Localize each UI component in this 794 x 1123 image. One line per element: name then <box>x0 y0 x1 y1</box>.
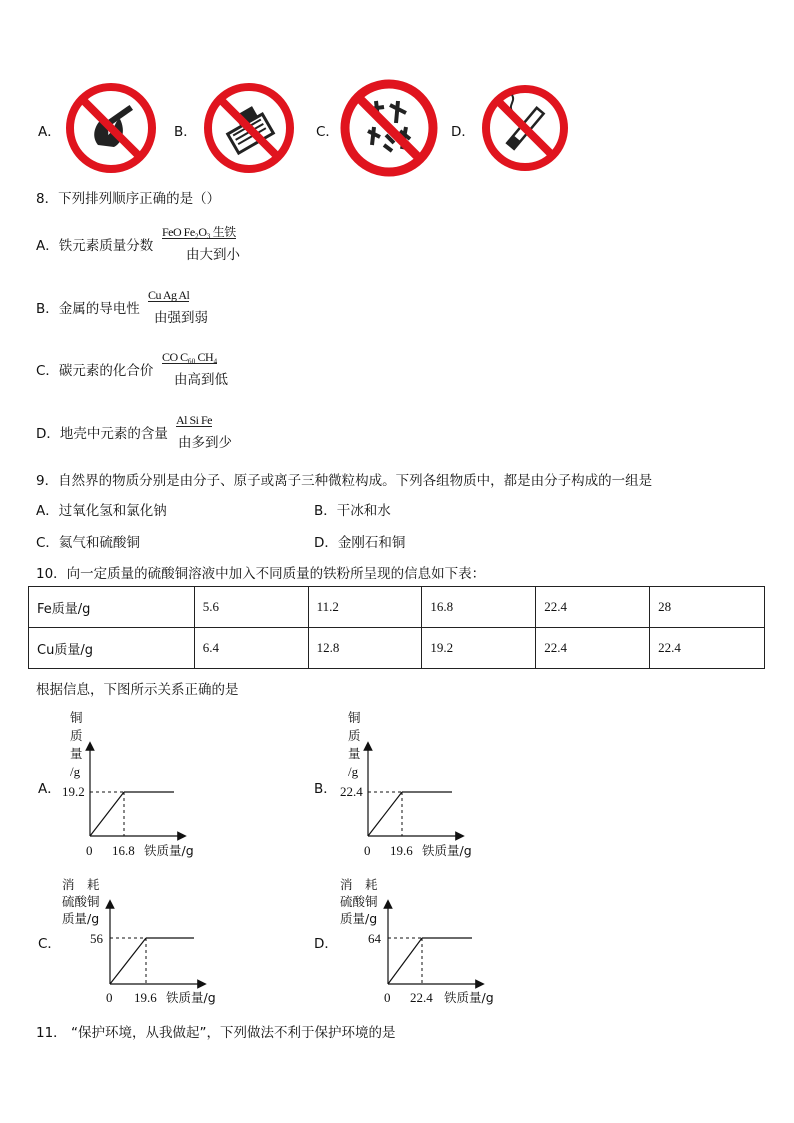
graph-c-x-value: 19.6 <box>134 990 157 1005</box>
graph-a-rising-line <box>90 792 124 836</box>
cu-mass-cell: 6.4 <box>194 628 308 669</box>
sign-option-d-letter: D． <box>451 124 475 140</box>
q9-stem: 9．自然界的物质分别是由分子、原子或离子三种微粒构成。下列各组物质中，都是由分子构成的一组是 <box>36 473 653 489</box>
q8-option-d-order <box>176 409 232 451</box>
q10-data-table <box>28 586 765 669</box>
graph-a-x-value: 16.8 <box>112 843 135 858</box>
q9-option-b: B．干冰和水 <box>314 503 391 519</box>
no-fireworks-icon <box>340 79 438 181</box>
graph-c-letter: C． <box>38 936 61 952</box>
graph-d-ylabel: 消 耗 <box>340 877 378 892</box>
q9-option-c: C．氦气和硫酸铜 <box>36 535 140 551</box>
graph-d-letter: D． <box>314 936 338 952</box>
sign-option-c-letter: C． <box>316 124 339 140</box>
graph-a <box>56 708 216 864</box>
graph-b-ylabel: 铜 <box>348 710 361 725</box>
graph-b-rising-line <box>368 792 402 836</box>
fe-mass-cell: 5.6 <box>194 587 308 628</box>
q8-option-b-label: B．金属的导电性 <box>36 301 140 317</box>
q8-option-c-sequence: CO C₆₀ CH₄ <box>162 350 217 364</box>
q8-option-c-order <box>162 346 228 388</box>
q8-option-a-sequence: FeO Fe₂O₃ 生铁 <box>162 225 236 239</box>
fe-mass-header: Fe质量/g <box>29 587 195 628</box>
graph-a-ylabel: 量 <box>70 746 83 761</box>
graph-d <box>338 874 508 1010</box>
graph-b-xlabel: 铁质量/g <box>422 843 472 858</box>
graph-d-origin: 0 <box>384 990 391 1005</box>
fe-mass-cell: 22.4 <box>536 587 650 628</box>
graph-d-xlabel: 铁质量/g <box>444 990 494 1005</box>
graph-b-origin: 0 <box>364 843 371 858</box>
q8-option-d-direction: 由多到少 <box>178 435 232 451</box>
q9-option-d: D．金刚石和铜 <box>314 535 406 551</box>
q8-option-b-sequence: Cu Ag Al <box>148 288 190 302</box>
q8-option-a-label: A．铁元素质量分数 <box>36 238 154 254</box>
table-row <box>29 587 765 628</box>
cu-mass-cell: 22.4 <box>536 628 650 669</box>
graph-c-ylabel: 硫酸铜 <box>62 894 100 909</box>
fe-mass-cell: 28 <box>650 587 765 628</box>
graph-a-ylabel: 铜 <box>70 710 83 725</box>
graph-a-ylabel: /g <box>70 764 81 779</box>
q8-option-a-direction: 由大到小 <box>186 247 240 263</box>
graph-c-ylabel: 消 耗 <box>62 877 100 892</box>
q10-stem: 10．向一定质量的硫酸铜溶液中加入不同质量的铁粉所呈现的信息如下表： <box>36 566 486 582</box>
graph-c-rising-line <box>110 938 146 984</box>
graph-c-y-value: 56 <box>90 931 103 946</box>
q8-option-a-order <box>162 221 240 263</box>
graph-a-y-value: 19.2 <box>62 784 85 799</box>
graph-a-origin: 0 <box>86 843 93 858</box>
q10-prompt: 根据信息，下图所示关系正确的是 <box>36 682 239 698</box>
graph-d-x-value: 22.4 <box>410 990 433 1005</box>
q8-option-d-sequence: Al Si Fe <box>176 413 213 427</box>
q8-option-d-label: D．地壳中元素的含量 <box>36 426 168 442</box>
q8-stem: 8．下列排列顺序正确的是（） <box>36 191 221 207</box>
no-smoking-icon <box>482 85 568 175</box>
graph-b-x-value: 19.6 <box>390 843 413 858</box>
cu-mass-header: Cu质量/g <box>29 628 195 669</box>
graph-b <box>334 708 494 864</box>
graph-b-y-value: 22.4 <box>340 784 363 799</box>
no-fire-icon <box>66 83 156 177</box>
graph-c-origin: 0 <box>106 990 113 1005</box>
graph-d-rising-line <box>388 938 422 984</box>
graph-d-ylabel: 质量/g <box>340 911 378 926</box>
graph-c-xlabel: 铁质量/g <box>166 990 216 1005</box>
fe-mass-cell: 11.2 <box>308 587 422 628</box>
q9-option-a: A．过氧化氢和氯化钠 <box>36 503 167 519</box>
graph-d-y-value: 64 <box>368 931 381 946</box>
table-row <box>29 628 765 669</box>
graph-d-ylabel: 硫酸铜 <box>340 894 378 909</box>
graph-b-ylabel: /g <box>348 764 359 779</box>
q8-option-c-direction: 由高到低 <box>174 372 228 388</box>
graph-a-ylabel: 质 <box>70 728 83 743</box>
q8-option-c-label: C．碳元素的化合价 <box>36 363 154 379</box>
graph-a-letter: A． <box>38 781 61 797</box>
q8-option-b-order <box>148 284 208 326</box>
sign-option-a-letter: A． <box>38 124 61 140</box>
cu-mass-cell: 19.2 <box>422 628 536 669</box>
graph-b-ylabel: 量 <box>348 746 361 761</box>
graph-b-letter: B． <box>314 781 337 797</box>
graph-c <box>60 874 230 1010</box>
graph-b-ylabel: 质 <box>348 728 361 743</box>
q11-stem: 11． “保护环境，从我做起”，下列做法不利于保护环境的是 <box>36 1025 396 1041</box>
graph-a-xlabel: 铁质量/g <box>144 843 194 858</box>
no-matches-icon <box>204 83 294 177</box>
sign-option-b-letter: B． <box>174 124 197 140</box>
cu-mass-cell: 22.4 <box>650 628 765 669</box>
graph-c-ylabel: 质量/g <box>62 911 100 926</box>
q8-option-b-direction: 由强到弱 <box>154 310 208 326</box>
fe-mass-cell: 16.8 <box>422 587 536 628</box>
cu-mass-cell: 12.8 <box>308 628 422 669</box>
